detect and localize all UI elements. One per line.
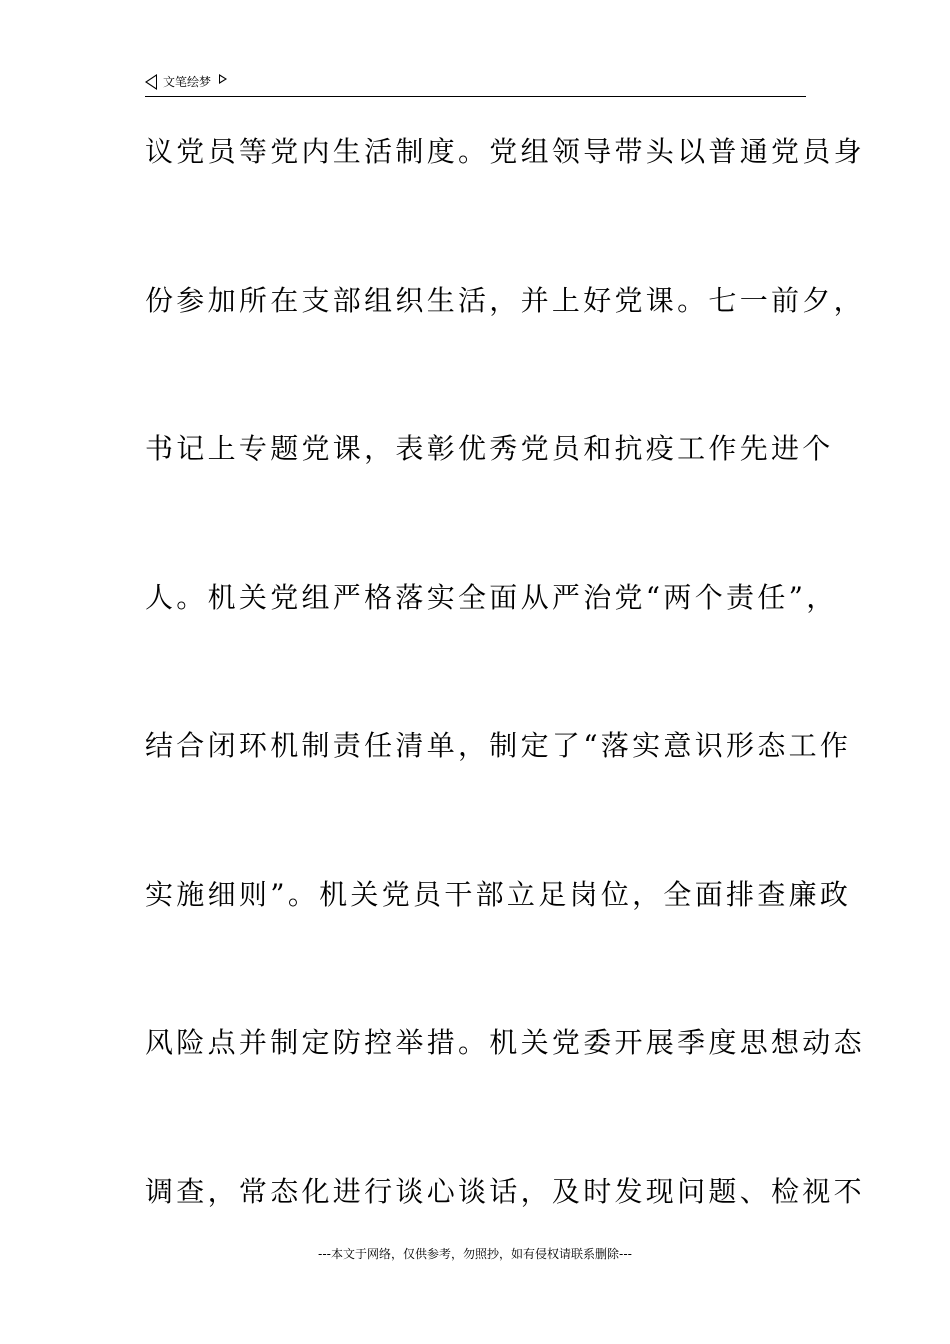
body-line: 结合闭环机制责任清单，制定了“落实意识形态工作 — [145, 729, 852, 762]
header-brand — [145, 74, 227, 90]
body-line: 书记上专题党课，表彰优秀党员和抗疫工作先进个 — [145, 432, 834, 465]
body-line: 人。机关党组严格落实全面从严治党“两个责任”， — [145, 580, 838, 614]
body-line: 议党员等党内生活制度。党组领导带头以普通党员身 — [145, 135, 865, 168]
body-line: 风险点并制定防控举措。机关党委开展季度思想动态 — [145, 1026, 865, 1059]
body-line: 份参加所在支部组织生活，并上好党课。七一前夕， — [145, 283, 865, 317]
header-title: 文笔绘梦 — [163, 75, 212, 89]
left-triangle-icon — [145, 74, 157, 90]
page-footer: ---本文于网络，仅供参考，勿照抄，如有侵权请联系删除--- — [318, 1247, 632, 1261]
page-header — [145, 72, 806, 97]
document-body — [145, 130, 865, 1318]
body-line: 调查，常态化进行谈心谈话，及时发现问题、检视不 — [145, 1174, 865, 1208]
right-triangle-icon — [219, 74, 227, 84]
body-line: 实施细则”。机关党员干部立足岗位，全面排查廉政 — [145, 877, 852, 911]
